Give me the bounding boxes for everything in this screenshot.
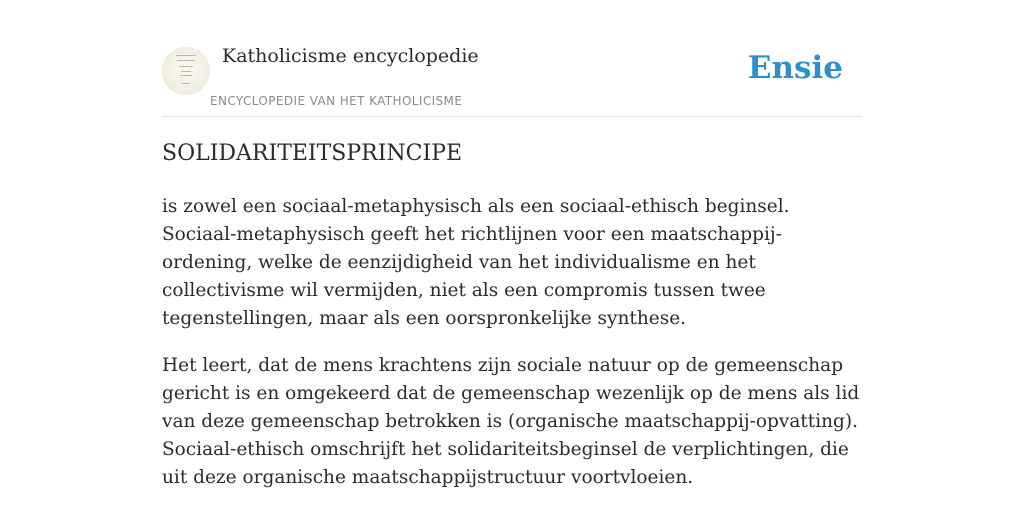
- book-cover-icon[interactable]: [162, 47, 210, 95]
- brand-logo-link[interactable]: Ensie: [747, 50, 843, 86]
- article: [162, 138, 862, 511]
- article-paragraph-2: Het leert, dat de mens krachtens zijn sociale natuur op de gemeenschap gericht is en omgekeerd dat de gemeenschap wezenlijk op de mens als lid van deze gemeenschap betrokken is (organische maatschappij-opvatting). Sociaal-ethisch omschrijft het solidariteitsbeginsel de verplichtingen, die uit deze organische maatschappijstructuur voortvloeien.: [162, 355, 860, 488]
- article-title: SOLIDARITEITSPRINCIPE: [162, 141, 463, 166]
- site-title-link[interactable]: Katholicisme encyclopedie: [222, 45, 479, 67]
- article-paragraph-1: is zowel een sociaal-metaphysisch als een sociaal-ethisch beginsel. Sociaal-metaphysisch geeft het richtlijnen voor een maatschappij-ordening, welke de eenzijdigheid van het individualisme en het collectivisme wil vermijden, niet als een compromis tussen twee tegenstellingen, maar als een oorspronkelijke synthese.: [162, 196, 790, 329]
- site-subtitle: ENCYCLOPEDIE VAN HET KATHOLICISME: [210, 94, 463, 108]
- site-header: [162, 0, 862, 117]
